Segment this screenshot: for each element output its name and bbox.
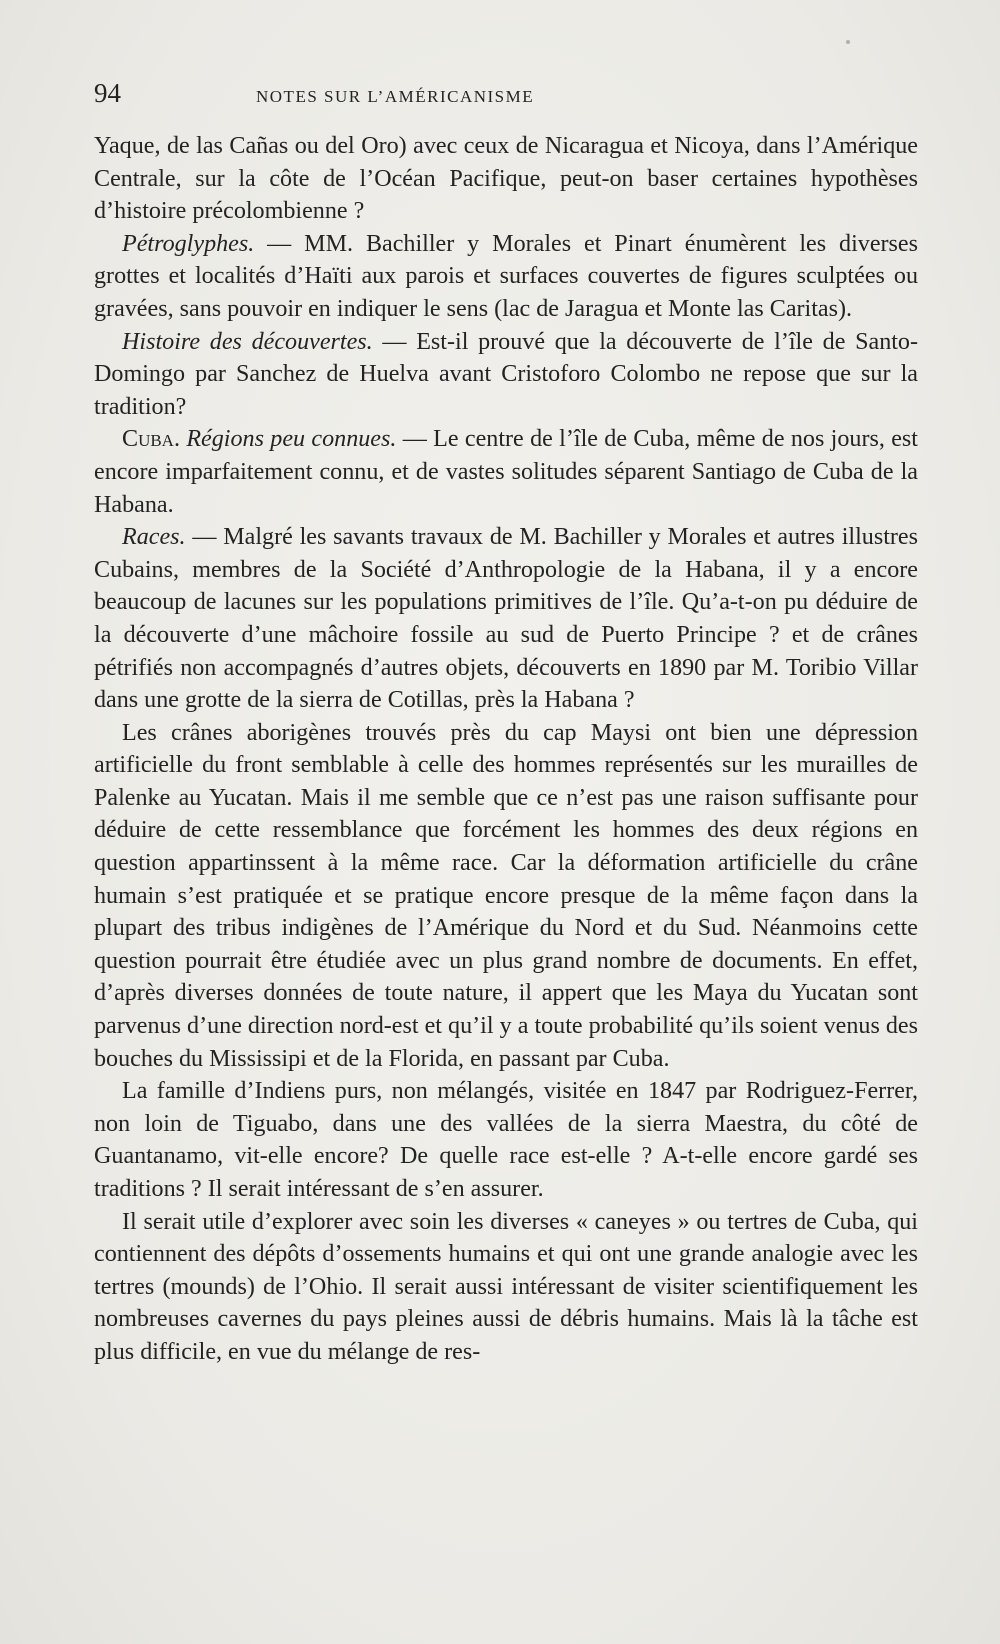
paragraph-cuba-regions [94,423,918,521]
running-head: NOTES SUR L’AMÉRICANISME [256,87,535,106]
paragraph-text: — MM. Bachiller y Morales et Pinart énumèrent les diverses grottes et localités d’Haïti aux parois et surfaces couvertes de figures sculptées ou gravées, sans pouvoir en indiquer le sens (lac de Jaragua et Monte las Caritas). [94,230,918,322]
page-number: 94 [94,78,121,108]
paragraph-caneyes [94,1206,918,1369]
paper-speck [846,40,850,44]
paragraph-cranes [94,717,918,1076]
paragraph-text: La famille d’Indiens purs, non mélangés, visitée en 1847 par Rodriguez-Ferrer, non loin de Tiguabo, dans une des vallées de la sierra Maestra, du côté de Guantanamo, vit-elle encore? De quelle race est-elle ? A-t-elle encore gardé ses traditions ? Il serait intéressant de s’en assurer. [94,1078,918,1202]
paragraph-text: Il serait utile d’explorer avec soin les diverses « caneyes » ou tertres de Cuba, qui contiennent des dépôts d’ossements humains et qui ont une grande analogie avec les tertres (mounds) de l’Ohio. Il serait aussi intéressant de visiter scientifiquement les nombreuses cavernes du pays pleines aussi de débris humains. Mais là la tâche est plus difficile, en vue du mélange de res- [94,1208,918,1365]
section-heading: Cuba. [122,426,180,453]
paragraph-text: Les crânes aborigènes trouvés près du cap Maysi ont bien une dépression artificielle du front semblable à celle des hommes représentés sur les murailles de Palenke au Yucatan. Mais il me semble que ce n’est pas une raison suffisante pour déduire de cette ressemblance que forcément les hommes des deux régions en question appartinssent à la même race. Car la déformation artificielle du crâne humain s’est pratiquée et se pratique encore presque de la même façon dans la plupart des tribus indigènes de l’Amérique du Nord et du Sud. Néanmoins cette question pourrait être étudiée avec un plus grand nombre de documents. En effet, d’après diverses données de toute nature, il appert que les Maya du Yucatan sont parvenus d’une direction nord-est et qu’il y a toute probabilité qu’ils soient venus des bouches du Mississipi et de la Florida, en passant par Cuba. [94,719,918,1072]
paragraph-races [94,521,918,717]
paragraph-petroglyphes [94,228,918,326]
paragraph-text: Yaque, de las Cañas ou del Oro) avec ceux de Nicaragua et Nicoya, dans l’Amérique Centrale, sur la côte de l’Océan Pacifique, peut-on baser certaines hypothèses d’histoire précolombienne ? [94,133,918,225]
topic-heading: Pétroglyphes. [122,230,255,257]
paragraph-text: — Le centre de l’île de Cuba, même de nos jours, est encore imparfaitement connu, et de vastes solitudes séparent Santiago de Cuba de la Habana. [94,426,918,518]
topic-heading: Races. [122,524,186,551]
page-header [94,78,918,122]
paragraph-text: — Est-il prouvé que la découverte de l’île de Santo-Domingo par Sanchez de Huelva avant Cristoforo Colombo ne repose que sur la tradition? [94,328,919,420]
topic-heading: Régions peu connues. [180,426,397,453]
topic-heading: Histoire des découvertes. [122,328,373,355]
body-text [94,130,918,1369]
paragraph-continuation [94,130,918,228]
paragraph-histoire-decouvertes [94,326,918,424]
paragraph-text: — Malgré les savants travaux de M. Bachiller y Morales et autres illustres Cubains, membres de la Société d’Anthropologie de la Habana, il y a encore beaucoup de lacunes sur les populations primitives de l’île. Qu’a-t-on pu déduire de la découverte d’une mâchoire fossile au sud de Puerto Principe ? et de crânes pétrifiés non accompagnés d’autres objets, découverts en 1890 par M. Toribio Villar dans une grotte de la sierra de Cotillas, près la Habana ? [94,524,918,714]
paragraph-famille-indiens [94,1075,918,1205]
